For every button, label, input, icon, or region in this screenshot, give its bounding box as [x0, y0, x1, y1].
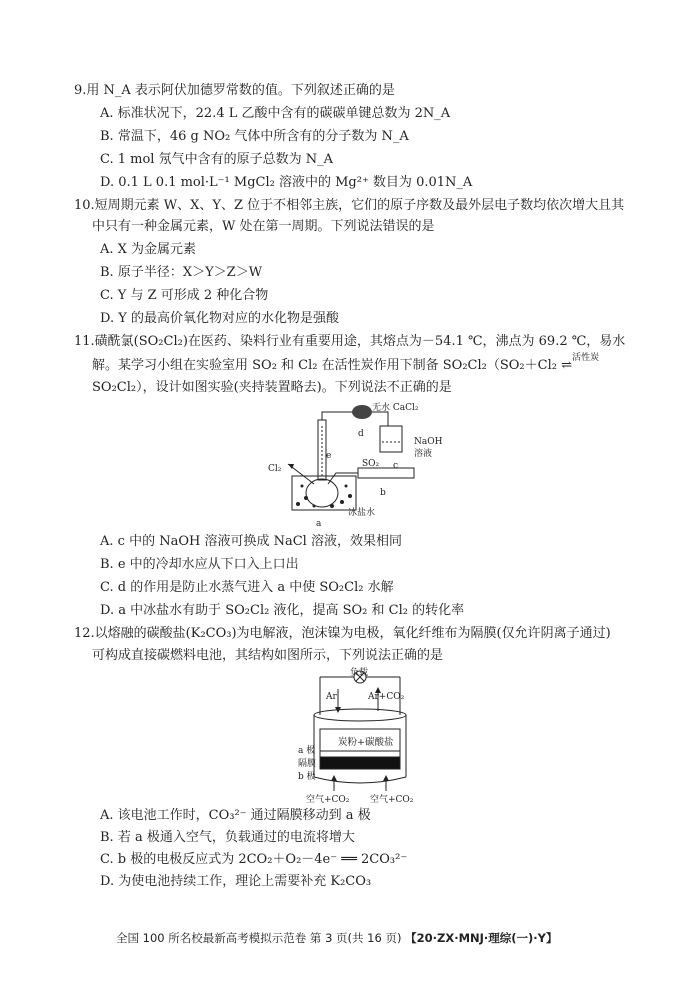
q11-option-c: C. d 的作用是防止水蒸气进入 a 中使 SO₂Cl₂ 水解 — [100, 580, 394, 595]
label-cl2: Cl₂ — [268, 464, 282, 474]
label-membrane: 隔膜 — [298, 759, 317, 769]
q12-option-c: C. b 极的电极反应式为 2CO₂＋O₂－4e⁻ ══ 2CO₃²⁻ — [100, 852, 408, 867]
q9-option-a: A. 标准状况下，22.4 L 乙酸中含有的碳碳单键总数为 2N_A — [100, 106, 451, 121]
footer-text: 全国 100 所名校最新高考模拟示范卷 第 3 页(共 16 页) — [116, 931, 402, 945]
label-a: a — [316, 519, 322, 529]
page-footer — [116, 930, 558, 946]
label-electrode-a: a 极 — [298, 746, 316, 756]
q10-stem-line1: 10.短周期元素 W、X、Y、Z 位于不相邻主族，它们的原子序数及最外层电子数均依次增大且其 — [74, 198, 625, 213]
label-carbon-carbonate: 炭粉+碳酸盐 — [338, 737, 394, 748]
q11-stem-line1: 11.磺酰氯(SO₂Cl₂)在医药、染料行业有重要用途，其熔点为－54.1 ℃，沸点为 69.2 ℃，易水 — [74, 334, 626, 349]
label-air-co2-left: 空气+CO₂ — [306, 795, 350, 805]
footer-code: 【20·ZX·MNJ·理综(一)·Y】 — [405, 931, 558, 945]
q9-stem: 9.用 N_A 表示阿伏加德罗常数的值。下列叙述正确的是 — [74, 83, 395, 98]
q12-option-b: B. 若 a 极通入空气，负载通过的电流将增大 — [100, 830, 355, 845]
label-ar-co2: Ar+CO₂ — [368, 692, 405, 702]
q10-option-a: A. X 为金属元素 — [100, 242, 197, 257]
q10-option-d: D. Y 的最高价氧化物对应的水化物是强酸 — [100, 311, 339, 326]
label-so2: SO₂ — [362, 459, 380, 469]
q11-stem-line3: SO₂Cl₂），设计如图实验(夹持装置略去)。下列说法不正确的是 — [92, 380, 452, 395]
q11-stem-line2-text: 解。某学习小组在实验室用 SO₂ 和 Cl₂ 在活性炭作用下制备 SO₂Cl₂（SO₂＋Cl₂ ⇌ — [92, 358, 577, 373]
label-naoh: NaOH — [414, 437, 443, 447]
q9-option-b: B. 常温下，46 g NO₂ 气体中所含有的分子数为 N_A — [100, 129, 409, 144]
label-e: e — [326, 451, 332, 461]
q11-option-b: B. e 中的冷却水应从下口入上口出 — [100, 557, 299, 572]
q10-option-b: B. 原子半径：X＞Y＞Z＞W — [100, 265, 263, 280]
q9-option-c: C. 1 mol 氖气中含有的原子总数为 N_A — [100, 152, 333, 167]
label-ar: Ar — [326, 692, 337, 702]
q10-option-c: C. Y 与 Z 可形成 2 种化合物 — [100, 288, 269, 303]
label-d: d — [358, 429, 364, 439]
label-c: c — [393, 461, 399, 471]
label-load: 负载 — [350, 668, 369, 678]
q12-stem-line1: 12.以熔融的碳酸盐(K₂CO₃)为电解液，泡沫镍为电极，氧化纤维布为隔膜(仅允许阴离子通过) — [74, 626, 611, 641]
label-b: b — [380, 488, 386, 498]
label-solution: 溶液 — [414, 449, 433, 459]
q11-option-a: A. c 中的 NaOH 溶液可换成 NaCl 溶液，效果相同 — [100, 534, 402, 549]
label-cacl2: 无水 CaCl₂ — [372, 403, 419, 413]
label-air-co2-right: 空气+CO₂ — [370, 795, 414, 805]
q12-option-a: A. 该电池工作时，CO₃²⁻ 通过隔膜移动到 a 极 — [100, 808, 371, 823]
label-ice-salt-water: 冰盐水 — [348, 508, 376, 518]
label-electrode-b: b 极 — [298, 772, 316, 782]
q9-option-d: D. 0.1 L 0.1 mol·L⁻¹ MgCl₂ 溶液中的 Mg²⁺ 数目为 0.01N_A — [100, 175, 473, 190]
q10-stem-line2: 中只有一种金属元素，W 处在第一周期。下列说法错误的是 — [92, 219, 435, 234]
q12-option-d: D. 为使电池持续工作，理论上需要补充 K₂CO₃ — [100, 874, 372, 889]
q11-stem-line2 — [92, 353, 603, 376]
q11-option-d: D. a 中冰盐水有助于 SO₂Cl₂ 液化，提高 SO₂ 和 Cl₂ 的转化率 — [100, 603, 465, 618]
catalyst-label: 活性炭 — [572, 353, 600, 363]
q12-stem-line2: 可构成直接碳燃料电池，其结构如图所示，下列说法正确的是 — [92, 648, 444, 663]
